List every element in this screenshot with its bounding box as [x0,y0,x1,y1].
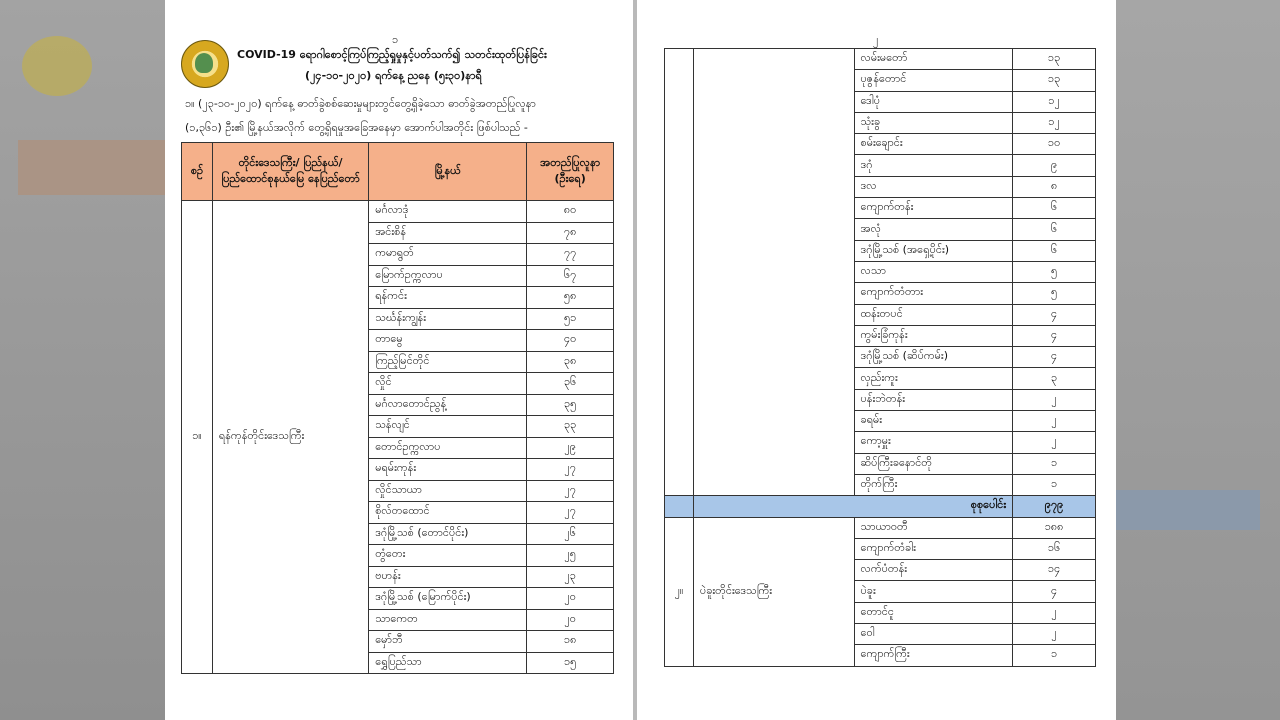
township-cell: ပုဇွန်တောင် [854,70,1013,91]
region-name: ပဲခူးတိုင်းဒေသကြီး [693,517,854,666]
count-cell: ၂၀ [527,609,614,631]
count-cell: ၅၁ [527,308,614,330]
document-page-1 [165,0,633,720]
total-label: စုစုပေါင်း [693,496,1012,517]
count-cell: ၇၇ [527,244,614,266]
count-cell: ၁ [1013,453,1096,474]
count-cell: ၄ [1013,581,1096,602]
count-cell: ၂၉ [527,437,614,459]
township-cell: ဆိပ်ကြီးခနောင်တို [854,453,1013,474]
count-cell: ၄ [1013,304,1096,325]
count-cell: ၂၅ [527,545,614,567]
count-cell: ၂၀ [527,588,614,610]
township-cell: အလုံ [854,219,1013,240]
township-cell: သာယာဝတီ [854,517,1013,538]
count-cell: ၄ [1013,347,1096,368]
region-number-continued [665,49,694,496]
ministry-logo-icon [181,40,229,88]
background-blur-right [1116,0,1280,720]
count-cell: ၁ [1013,645,1096,666]
count-cell: ၉ [1013,155,1096,176]
township-cell: အင်းစိန် [369,222,527,244]
page-number: ၁ [392,33,399,46]
count-cell: ၁၀ [1013,134,1096,155]
township-cell: သုံးခွ [854,112,1013,133]
count-cell: ၁၈၈ [1013,517,1096,538]
region-number: ၁။ [182,201,213,674]
township-cell: တိုက်ကြီး [854,474,1013,495]
table-header-row [182,143,614,201]
document-title: COVID-19 ရောဂါစောင့်ကြပ်ကြည့်ရှုမှုနှင့်ပတ်သက်၍ သတင်းထုတ်ပြန်ခြင်း [237,48,547,61]
township-cell: ဒဂုံမြို့သစ် (မြောက်ပိုင်း) [369,588,527,610]
document-page-2 [637,0,1116,720]
township-cell: လှိုင် [369,373,527,395]
count-cell: ၃၆ [527,373,614,395]
township-cell: ရန်ကင်း [369,287,527,309]
blurred-logo [22,36,92,96]
count-cell: ၂၇ [527,459,614,481]
count-cell: ၂၇ [527,502,614,524]
township-cell: လမ်းမတော် [854,49,1013,70]
township-cell: ဒဂုံမြို့သစ် (အရှေ့ပိုင်း) [854,240,1013,261]
township-cell: ဒလ [854,176,1013,197]
count-cell: ၆ [1013,219,1096,240]
count-cell: ၃၈ [527,351,614,373]
township-cell: ရွှေပြည်သာ [369,652,527,674]
count-cell: ၈ [1013,176,1096,197]
count-cell: ၆၇ [527,265,614,287]
township-cell: မှော်ဘီ [369,631,527,653]
total-row [665,496,1096,517]
township-cell: တွံတေး [369,545,527,567]
count-cell: ၄၀ [527,330,614,352]
township-cell: သာကေတ [369,609,527,631]
count-cell: ၈၀ [527,201,614,223]
region-number: ၂။ [665,517,694,666]
township-cell: ကျောက်တန်း [854,198,1013,219]
township-cell: ဝေါ [854,624,1013,645]
township-cell: ကျောက်တံခါး [854,538,1013,559]
township-cell: လက်ပံတန်း [854,560,1013,581]
township-cell: ပဲခူး [854,581,1013,602]
township-cell: ထန်းတပင် [854,304,1013,325]
table-row [665,517,1096,538]
header-township: မြို့နယ် [369,143,527,201]
count-cell: ၂၇ [527,480,614,502]
count-cell: ၂၆ [527,523,614,545]
township-cell: သန်လျင် [369,416,527,438]
page-number: ၂ [873,33,879,46]
intro-paragraph-line: ၁။ (၂၃-၁၀-၂၀၂၀) ရက်နေ့ ဓာတ်ခွဲစစ်ဆေးမှုများတွင်တွေ့ရှိခဲ့သော ဓာတ်ခွဲအတည်ပြုလူနာ [185,97,536,110]
township-cell: မင်္ဂလာတောင်ညွန့် [369,394,527,416]
count-cell: ၃၅ [527,394,614,416]
table-row [182,201,614,223]
header-count: အတည်ပြုလူနာ (ဦးရေ) [527,143,614,201]
count-cell: ၂ [1013,432,1096,453]
township-cell: စိုလ်တထောင် [369,502,527,524]
count-cell: ၂ [1013,602,1096,623]
count-cell: ၅၈ [527,287,614,309]
township-cell: ဒေါပုံ [854,91,1013,112]
township-cell: ကွမ်းခြံကုန်း [854,325,1013,346]
count-cell: ၂၃ [527,566,614,588]
township-cell: ဒဂုံမြို့သစ် (ဆိပ်ကမ်း) [854,347,1013,368]
township-cell: သင်္ဃန်းကျွန်း [369,308,527,330]
township-cell: တောင်ဥက္ကလာပ [369,437,527,459]
total-empty-cell [665,496,694,517]
township-cell: စမ်းချောင်း [854,134,1013,155]
township-cell: ခရမ်း [854,411,1013,432]
township-cell: ကြည့်မြင်တိုင် [369,351,527,373]
count-cell: ၃ [1013,368,1096,389]
table-row [665,49,1096,70]
cases-table-continued [664,48,1096,667]
document-subtitle: (၂၄-၁၀-၂၀၂၀) ရက်နေ့ ညနေ (၅း၃၀)နာရီ [305,69,482,82]
blurred-band [1116,490,1260,530]
township-cell: ဒဂုံ [854,155,1013,176]
township-cell: လှိုင်သာယာ [369,480,527,502]
count-cell: ၂ [1013,624,1096,645]
count-cell: ၁၃ [1013,49,1096,70]
township-cell: တာမွေ [369,330,527,352]
header-region: တိုင်းဒေသကြီး/ ပြည်နယ်/ ပြည်ထောင်စုနယ်မြေ နေပြည်တော် [212,143,368,201]
count-cell: ၁၃ [1013,70,1096,91]
header-no: စဉ် [182,143,213,201]
count-cell: ၃၃ [527,416,614,438]
cases-table [181,142,614,674]
count-cell: ၁၄ [1013,560,1096,581]
region-name-continued [693,49,854,496]
township-cell: ကျောက်ကြီး [854,645,1013,666]
count-cell: ၁၂ [1013,112,1096,133]
count-cell: ၅ [1013,283,1096,304]
township-cell: ဒဂုံမြို့သစ် (တောင်ပိုင်း) [369,523,527,545]
count-cell: ၁၆ [1013,538,1096,559]
count-cell: ၂ [1013,389,1096,410]
count-cell: ၅ [1013,261,1096,282]
count-cell: ၆ [1013,240,1096,261]
township-cell: တောင်ငူ [854,602,1013,623]
township-cell: မြောက်ဥက္ကလာပ [369,265,527,287]
region-name: ရန်ကုန်တိုင်းဒေသကြီး [212,201,368,674]
count-cell: ၁ [1013,474,1096,495]
count-cell: ၂ [1013,411,1096,432]
count-cell: ၁၈ [527,631,614,653]
background-blur-left [0,0,165,720]
township-cell: ဗဟန်း [369,566,527,588]
township-cell: လှည်းကူး [854,368,1013,389]
intro-paragraph-line: (၁,၃၆၁) ဦး၏ မြို့နယ်အလိုက် တွေ့ရှိရမှုအခြေအနေမှာ အောက်ပါအတိုင်း ဖြစ်ပါသည် - [185,121,528,134]
township-cell: ကမာရွတ် [369,244,527,266]
township-cell: မင်္ဂလာဒုံ [369,201,527,223]
township-cell: ပန်းဘဲတန်း [854,389,1013,410]
township-cell: မရမ်းကုန်း [369,459,527,481]
township-cell: လသာ [854,261,1013,282]
count-cell: ၁၂ [1013,91,1096,112]
count-cell: ၇၈ [527,222,614,244]
total-value: ၉၇၉ [1013,496,1096,517]
count-cell: ၆ [1013,198,1096,219]
township-cell: ကော့မှူး [854,432,1013,453]
blurred-band [18,140,165,195]
count-cell: ၄ [1013,325,1096,346]
count-cell: ၁၅ [527,652,614,674]
township-cell: ကျောက်တံတား [854,283,1013,304]
